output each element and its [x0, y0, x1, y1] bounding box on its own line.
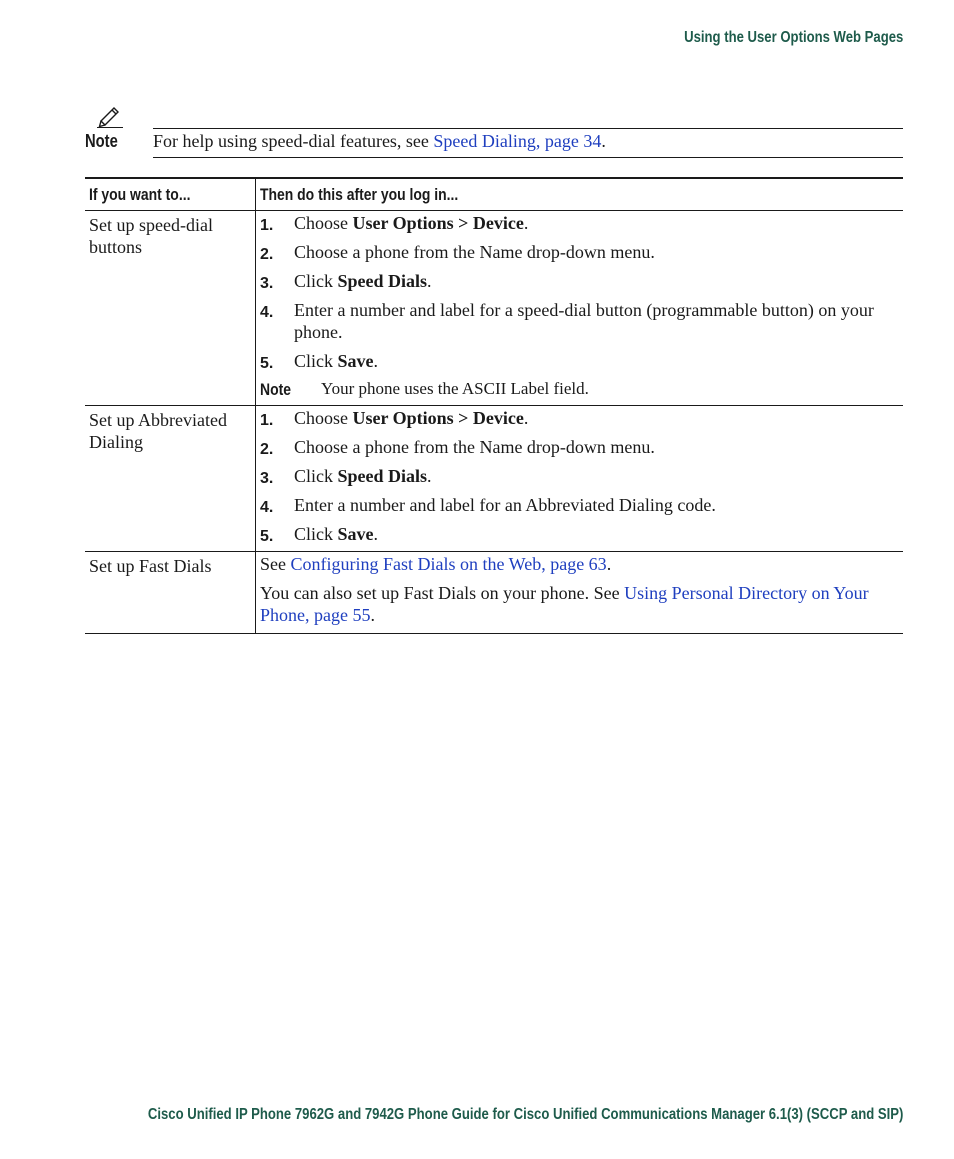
task-cell: Set up speed-dial buttons	[85, 211, 256, 406]
note-rule-top	[153, 128, 903, 129]
step-number: 5.	[260, 355, 274, 372]
step-item: 5. Click Save.	[260, 523, 899, 551]
step-number: 4.	[260, 304, 274, 321]
step-item: 1. Choose User Options > Device.	[260, 212, 899, 234]
step-number: 4.	[260, 499, 274, 516]
personal-directory-link[interactable]: Using Personal Directory on Your Phone, page 55	[260, 583, 869, 625]
speed-dialing-link[interactable]: Speed Dialing, page 34	[433, 131, 602, 151]
step-item: 2. Choose a phone from the Name drop-down menu.	[260, 241, 899, 263]
note-label: Note	[85, 131, 118, 151]
steps-cell	[256, 552, 904, 634]
note-text: For help using speed-dial features, see Speed Dialing, page 34.	[153, 131, 606, 151]
step-item: 3. Click Speed Dials.	[260, 465, 899, 487]
step-number: 2.	[260, 441, 274, 458]
task-cell: Set up Abbreviated Dialing	[85, 406, 256, 552]
note-block	[85, 104, 903, 160]
table-header-row	[85, 178, 903, 211]
pencil-icon	[97, 104, 123, 128]
table-row	[85, 406, 903, 552]
table-row	[85, 552, 903, 634]
step-number: 5.	[260, 528, 274, 545]
inline-note-text: Your phone uses the ASCII Label field.	[321, 379, 589, 398]
step-item: 4. Enter a number and label for a speed-dial button (programmable button) on your phone.	[260, 300, 874, 342]
inline-note	[260, 378, 899, 405]
note-rule-bottom	[153, 157, 903, 158]
options-table	[85, 177, 903, 634]
column-header-action: Then do this after you log in...	[256, 178, 904, 211]
configuring-fast-dials-link[interactable]: Configuring Fast Dials on the Web, page 63	[290, 554, 607, 574]
fast-dials-para-2: You can also set up Fast Dials on your phone. See Using Personal Directory on Your Phone, page 55.	[260, 583, 869, 625]
inline-note-label: Note	[260, 380, 291, 399]
step-item: 5. Click Save.	[260, 350, 899, 372]
step-number: 2.	[260, 246, 274, 263]
footer-text: Cisco Unified IP Phone 7962G and 7942G Phone Guide for Cisco Unified Communications Manager 6.1(3) (SCCP and SIP)	[147, 1106, 903, 1123]
steps-cell	[256, 211, 904, 406]
task-cell: Set up Fast Dials	[85, 552, 256, 634]
step-item: 1. Choose User Options > Device.	[260, 407, 899, 429]
step-item: 4. Enter a number and label for an Abbreviated Dialing code.	[260, 494, 899, 516]
header-title: Using the User Options Web Pages	[683, 29, 903, 46]
step-number: 1.	[260, 412, 274, 429]
step-number: 3.	[260, 470, 274, 487]
steps-cell	[256, 406, 904, 552]
step-number: 1.	[260, 217, 274, 234]
column-header-task: If you want to...	[85, 178, 256, 211]
step-item: 2. Choose a phone from the Name drop-down menu.	[260, 436, 899, 458]
running-header	[636, 29, 903, 47]
table-row	[85, 211, 903, 406]
page-footer	[0, 1106, 903, 1124]
step-item: 3. Click Speed Dials.	[260, 270, 899, 292]
step-number: 3.	[260, 275, 274, 292]
fast-dials-para-1: See Configuring Fast Dials on the Web, page 63.	[260, 554, 612, 574]
